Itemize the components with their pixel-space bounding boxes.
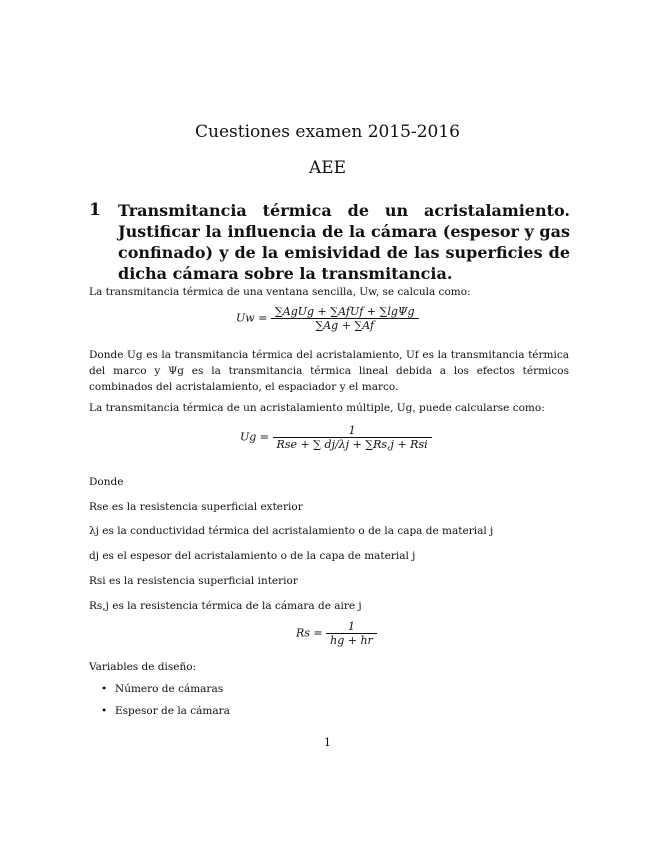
equation-ug-lhs: Ug = [240,430,270,444]
design-variables-heading: Variables de diseño: [89,661,197,673]
equation-rs-numerator: 1 [326,620,377,634]
equation-uw [236,305,419,332]
definition-lambda: λj es la conductividad térmica del acristalamiento o de la capa de material j [89,525,494,537]
list-item: • Número de cámaras [89,678,569,700]
equation-ug-fraction [273,424,432,451]
document-subtitle: AEE [308,158,347,178]
equation-rs [296,620,377,647]
equation-uw-numerator: ∑AgUg + ∑AfUf + ∑lgΨg [271,305,419,319]
definition-dj: dj es el espesor del acristalamiento o de la capa de material j [89,550,416,562]
equation-uw-lhs: Uw = [236,311,268,325]
definition-rsi: Rsi es la resistencia superficial interior [89,575,298,587]
document-title: Cuestiones examen 2015-2016 [195,122,460,142]
equation-ug-denominator: Rse + ∑ dj/λj + ∑Rs,j + Rsi [276,438,428,451]
definition-rse: Rse es la resistencia superficial exterior [89,501,303,513]
page-number: 1 [324,736,331,749]
paragraph-where-ug: Donde Ug es la transmitancia térmica del acristalamiento, Uf es la transmitancia térmica del marco y Ψg es la transmitancia térmica lineal debida a los efectos térmicos combinados del acristalamiento, el espaciador y el marco. [89,349,569,393]
equation-uw-fraction [271,305,419,332]
paragraph-window-transmittance: La transmitancia térmica de una ventana sencilla, Uw, se calcula como: [89,286,471,298]
label-donde: Donde [89,476,124,488]
definition-rsj: Rs,j es la resistencia térmica de la cámara de aire j [89,600,362,612]
section-number: 1 [89,200,101,220]
paragraph-multiple-glazing: La transmitancia térmica de un acristalamiento múltiple, Ug, puede calcularse como: [89,402,545,414]
list-item: • Espesor de la cámara [89,700,569,722]
equation-uw-denominator: ∑Ag + ∑Af [315,319,375,332]
equation-rs-lhs: Rs = [296,626,323,640]
equation-rs-denominator: hg + hr [330,634,373,647]
section-title: Transmitancia térmica de un acristalamiento. Justificar la influencia de la cámara (espesor y gas confinado) y de la emisividad de las superficies de dicha cámara sobre la transmitancia. [118,201,570,283]
equation-ug [240,424,432,451]
equation-rs-fraction [326,620,377,647]
design-variables-list [89,678,569,722]
equation-ug-numerator: 1 [273,424,432,438]
